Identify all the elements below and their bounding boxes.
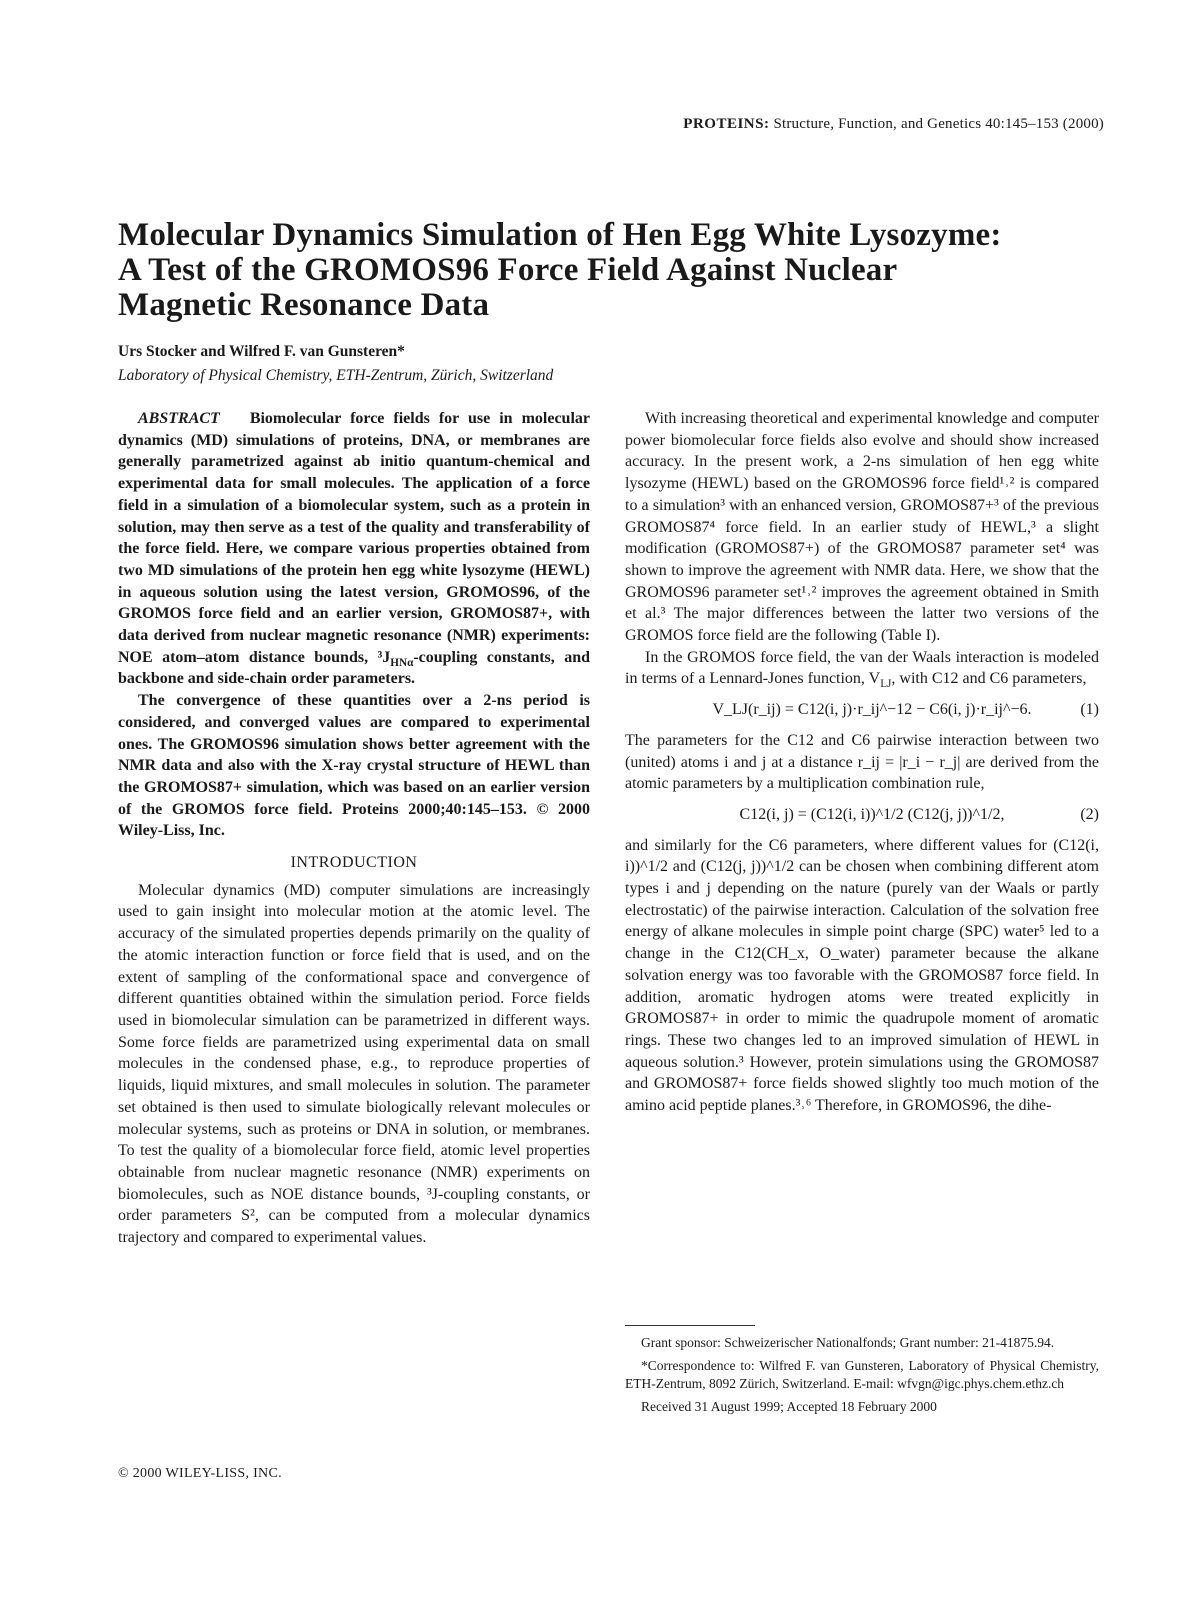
copyright-notice: © 2000 WILEY-LISS, INC. xyxy=(118,1466,282,1481)
abstract-subscript: HNα xyxy=(390,656,414,669)
abstract-label: ABSTRACT xyxy=(138,410,220,427)
abstract-text-1: Biomolecular force fields for use in molecular dynamics (MD) simulations of proteins, DNA, or membranes are generally parametrized against ab initio quantum-chemical and experimental data for small molecules. The application of a force field in a simulation of a biomolecular system, such as a protein in solution, may then serve as a test of the quality and transferability of the force field. Here, we compare various properties obtained from two MD simulations of the protein hen egg white lysozyme (HEWL) in aqueous solution using the latest version, GROMOS96, of the GROMOS force field and an earlier version, GROMOS87+, with data derived from nuclear magnetic resonance (NMR) experiments: NOE atom–atom distance bounds, ³J xyxy=(118,410,590,666)
author-list: Urs Stocker and Wilfred F. van Gunsteren* xyxy=(118,343,405,360)
section-heading-introduction: INTRODUCTION xyxy=(290,854,418,872)
footnotes xyxy=(625,1325,1099,1421)
equation-1-number: (1) xyxy=(1080,701,1099,719)
abstract-paragraph-2: The convergence of these quantities over a 2-ns period is considered, and converged values are compared to experimental ones. The GROMOS96 simulation shows better agreement with the NMR data and also with the X-ray crystal structure of HEWL than the GROMOS87+ simulation, which was based on an earlier version of the GROMOS force field. Proteins 2000;40:145–153. © 2000 Wiley-Liss, Inc. xyxy=(118,692,590,840)
body-paragraph-1: With increasing theoretical and experimental knowledge and computer power biomolecular force fields also evolve and should show increased accuracy. In the present work, a 2-ns simulation of hen egg white lysozyme (HEWL) based on the GROMOS96 force field¹˒² is compared to a simulation³ with an enhanced version, GROMOS87+³ of the previous GROMOS87⁴ force field. In an earlier study of HEWL,³ a slight modification (GROMOS87+) of the GROMOS87 parameter set⁴ was shown to improve the agreement with NMR data. Here, we show that the GROMOS96 parameter set¹˒² improves the agreement obtained in Smith et al.³ The major differences between the latter two versions of the GROMOS force field are the following (Table I). xyxy=(625,410,1099,645)
footnote-correspondence: *Correspondence to: Wilfred F. van Gunsteren, Laboratory of Physical Chemistry, ETH-Zentrum, 8092 Zürich, Switzerland. E-mail: wfvgn@igc.phys.chem.ethz.ch xyxy=(625,1358,1099,1391)
article-title: Molecular Dynamics Simulation of Hen Egg White Lysozyme: A Test of the GROMOS96 Force Field Against Nuclear Magnetic Resonance Data xyxy=(118,217,1002,323)
introduction-paragraph: Molecular dynamics (MD) computer simulations are increasingly used to gain insight into molecular motion at the atomic level. The accuracy of the simulated properties depends primarily on the quality of the atomic interaction function or force field that is used, and on the extent of sampling of the conformational space and convergence of different quantities obtained within the simulation period. Force fields used in biomolecular simulation can be parametrized in different ways. Some force fields are parametrized using experimental data on small molecules in the condensed phase, e.g., to reproduce properties of liquids, liquid mixtures, and small molecules in solution. The parameter set obtained is then used to simulate biologically relevant molecules or molecular systems, such as proteins or DNA in solution, or membranes. To test the quality of a biomolecular force field, atomic level properties obtainable from nuclear magnetic resonance (NMR) experiments on biomolecules, such as NOE distance bounds, ³J-coupling constants, or order parameters S², can be computed from a molecular dynamics trajectory and compared to experimental values. xyxy=(118,881,590,1247)
footnote-divider xyxy=(625,1325,755,1326)
equation-1-formula: V_LJ(r_ij) = C12(i, j)·r_ij^−12 − C6(i, j)·r_ij^−6. xyxy=(712,701,1032,719)
body-paragraph-4: and similarly for the C6 parameters, where different values for (C12(i, i))^1/2 and (C12(j, j))^1/2 can be chosen when combining different atom types i and j depending on the nature (purely van der Waals or partly electrostatic) of the pairwise interaction. Calculation of the solvation free energy of alkane molecules in simple point charge (SPC) water⁵ led to a change in the C12(CH_x, O_water) parameter because the alkane solvation energy was too favorable with the GROMOS87 force field. In addition, aromatic hydrogen atoms were treated explicitly in GROMOS87+ in order to mimic the quadrupole moment of aromatic rings. These two changes led to an improved simulation of HEWL in aqueous solution.³ However, protein simulations using the GROMOS87 and GROMOS87+ force fields showed slightly too much motion of the amino acid peptide planes.³˒⁶ Therefore, in GROMOS96, the dihe- xyxy=(625,836,1099,1115)
equation-1 xyxy=(625,699,1099,721)
body-paragraph-2-end: , with C12 and C6 parameters, xyxy=(891,670,1087,688)
body-paragraph-2 xyxy=(625,647,1099,690)
abstract-text-1-end: -coupling constants, and backbone and side-chain order parameters. xyxy=(118,648,590,688)
abstract-paragraph-1 xyxy=(118,408,590,690)
left-column xyxy=(118,408,590,1249)
journal-citation: Structure, Function, and Genetics 40:145–153 (2000) xyxy=(773,116,1104,132)
abstract xyxy=(118,408,590,842)
footnote-received: Received 31 August 1999; Accepted 18 February 2000 xyxy=(641,1399,937,1414)
footnote-grant: Grant sponsor: Schweizerischer Nationalfonds; Grant number: 21-41875.94. xyxy=(641,1335,1055,1350)
journal-name: PROTEINS: xyxy=(683,116,770,132)
right-column xyxy=(625,408,1099,1117)
lj-subscript: LJ xyxy=(880,678,892,691)
affiliation: Laboratory of Physical Chemistry, ETH-Zentrum, Zürich, Switzerland xyxy=(118,367,554,384)
equation-2-number: (2) xyxy=(1080,805,1099,823)
body-paragraph-2-text: In the GROMOS force field, the van der Waals interaction is modeled in terms of a Lennard-Jones function, V xyxy=(625,648,1099,688)
body-paragraph-3: The parameters for the C12 and C6 pairwise interaction between two (united) atoms i and j at a distance r_ij = |r_i − r_j| are derived from the atomic parameters by a multiplication combination rule, xyxy=(625,731,1099,793)
journal-header xyxy=(683,116,1104,133)
equation-2 xyxy=(625,804,1099,826)
equation-2-formula: C12(i, j) = (C12(i, i))^1/2 (C12(j, j))^1/2, xyxy=(739,805,1005,823)
